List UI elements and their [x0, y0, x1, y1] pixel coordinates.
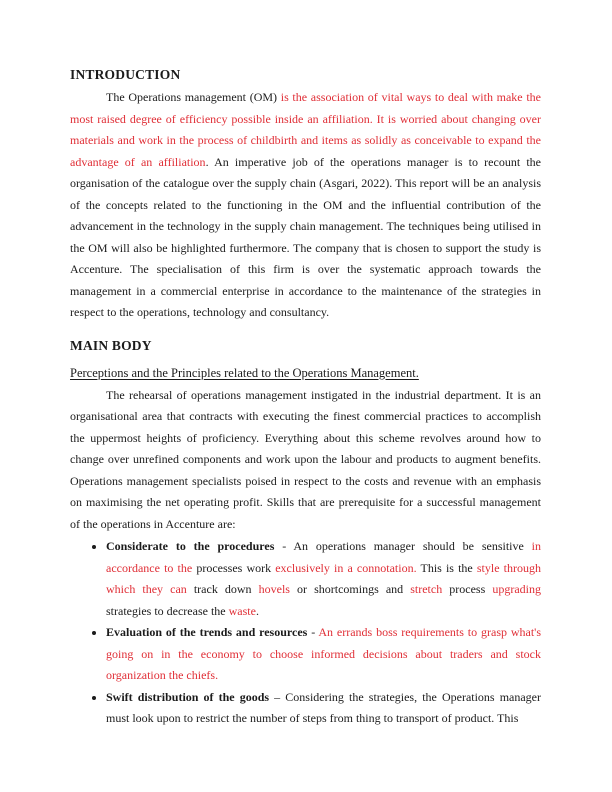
text-run: or shortcomings and [289, 582, 411, 596]
subheading-perceptions-principles: Perceptions and the Principles related to the Operations Management. [70, 365, 419, 380]
list-item-swift-distribution [106, 687, 541, 730]
red-text-run: An errands boss requirements to grasp what's going on in the economy to choose informed decisions about traders and stock organization the chiefs. [106, 625, 542, 682]
text-run: The Operations management (OM) [106, 90, 281, 104]
text-run: processes work [196, 560, 276, 575]
red-text-run: style through which they can [106, 560, 541, 596]
red-text-run: hovels [258, 582, 290, 596]
list-item-considerate-procedures [106, 536, 541, 622]
red-text-run: waste [228, 603, 256, 618]
text-run: The rehearsal of operations management instigated in the industrial department. It is an organisational area that contracts with executing the finest commercial practices to accomplish the uppermost heights of proficiency. Everything about this scheme revolves around how to change over unrefined components and work upon the labour and products to augment benefits. Operations management specialists poised in respect to the costs and revenue with an emphasis on maximising the net operating profit. Skills that are prerequisite for a successful management of the operations in Accenture are: [70, 387, 541, 531]
text-run: . An imperative job of the operations manager is to recount the organisation of the catalogue over the supply chain (Asgari, 2022). This report will be an analysis of the concepts related to the functioning in the OM and the influential contribution of the advancement in the technology in the supply chain management. The techniques being utilised in the OM will also be highlighted furthermore. The company that is chosen to support the study is Accenture. The specialisation of this firm is over the systematic approach towards the management in a commercial enterprise in accordance to the maintenance of the strategies in respect to the operations, technology and consultancy. [70, 154, 541, 319]
text-run: process [442, 582, 493, 596]
red-text-run: in accordance to the [106, 539, 541, 575]
red-text-run: upgrading [492, 582, 541, 596]
text-run: - An operations manager should be sensitive [274, 539, 532, 553]
text-run: – Considering the strategies, the Operations manager must look upon to restrict the number of steps from thing to transport of product. This [106, 689, 542, 725]
text-run: track down [193, 582, 259, 596]
text-run: . [255, 603, 259, 618]
bold-text-run: Swift distribution of the goods [106, 689, 270, 704]
bold-text-run: Considerate to the procedures [106, 539, 275, 553]
heading-main-body: MAIN BODY [70, 337, 152, 353]
red-text-run: exclusively in a connotation. [275, 560, 417, 575]
skills-bullet-list [70, 536, 541, 730]
red-text-run: is the association of vital ways to deal with make the most raised degree of efficiency possible inside an affiliation. It is worried about changing over materials and work in the process of childbirth and items as solidly as conceivable to expand the advantage of an affiliation [70, 90, 541, 169]
main-body-paragraph [70, 385, 541, 536]
red-text-run: stretch [410, 582, 443, 596]
text-run: This is the [416, 560, 477, 575]
list-item-evaluation-trends [106, 622, 541, 687]
text-run: - [307, 625, 319, 639]
bold-text-run: Evaluation of the trends and resources [106, 625, 308, 639]
text-run: strategies to decrease the [106, 603, 229, 618]
heading-introduction: INTRODUCTION [70, 67, 181, 82]
intro-paragraph [70, 87, 541, 324]
